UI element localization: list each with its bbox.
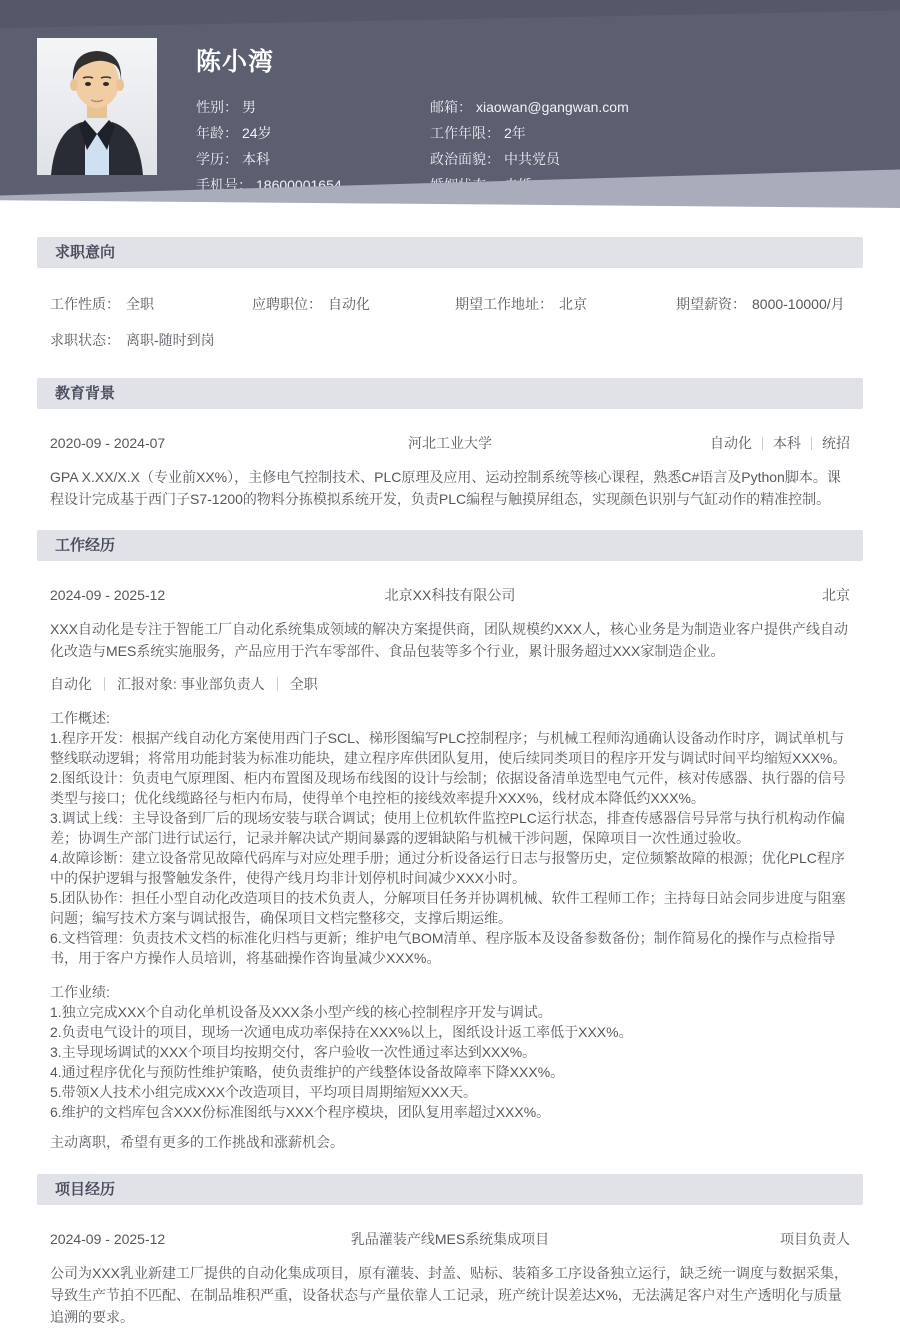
info-age: 年龄： 24岁 xyxy=(196,125,272,141)
education-meta-row xyxy=(50,433,850,453)
section-title: 教育背景 xyxy=(55,385,116,402)
section-work-experience xyxy=(0,530,900,1152)
section-title: 求职意向 xyxy=(55,244,116,261)
project-role: 项目负责人 xyxy=(780,1231,850,1247)
overview-item: 4.故障诊断：建立设备常见故障代码库与对应处理手册；通过分析设备运行日志与报警历史，定位频繁故障的根源；优化PLC程序中的保护逻辑与报警触发条件，使得产线月均非计划停机时间减少XXX小时。 xyxy=(50,850,845,886)
education-period: 2020-09 - 2024-07 xyxy=(50,435,166,451)
education-tags xyxy=(620,433,850,453)
achievement-item: 4.通过程序优化与预防性维护策略，使负责维护的产线整体设备故障率下降XXX%。 xyxy=(50,1064,565,1080)
section-title: 工作经历 xyxy=(55,537,116,554)
work-company: 北京XX科技有限公司 xyxy=(384,587,516,603)
info-political-status: 政治面貌： 中共党员 xyxy=(430,151,560,167)
overview-item: 1.程序开发：根据产线自动化方案使用西门子SCL、梯形图编写PLC控制程序；与机械工程师沟通确认设备动作时序，调试单机与整线联动逻辑；将常用功能封装为标准功能块，建立程序库供团队复用，使后续同类项目的程序开发与调试时间平均缩短XXX%。 xyxy=(50,730,847,766)
work-achievements-title: 工作业绩: xyxy=(50,984,110,1000)
work-position: 自动化 xyxy=(50,676,92,692)
company-intro: XXX自动化是专注于智能工厂自动化系统集成领域的解决方案提供商，团队规模约XXX人，核心业务是为制造业客户提供产线自动化改造与MES系统实施服务，产品应用于汽车零部件、食品包装等多个行业，累计服务超过XXX家制造企业。 xyxy=(50,621,849,659)
education-content xyxy=(0,433,900,510)
work-period: 2024-09 - 2025-12 xyxy=(50,587,166,603)
separator xyxy=(104,677,105,691)
work-meta-row xyxy=(50,585,850,605)
overview-item: 6.文档管理：负责技术文档的标准化归档与更新；维护电气BOM清单、程序版本及设备参数备份；制作简易化的操作与点检指导书，用于客户方操作人员培训，将基础操作咨询量减少XXX%。 xyxy=(50,930,836,966)
info-degree: 学历： 本科 xyxy=(196,151,270,167)
project-name: 乳品灌装产线MES系统集成项目 xyxy=(350,1231,550,1247)
section-header-project-experience xyxy=(37,1174,863,1205)
info-phone: 手机号： 18600001654 xyxy=(196,177,342,193)
work-overview-list xyxy=(50,728,850,968)
section-header-education xyxy=(37,378,863,409)
job-intent-content xyxy=(0,294,900,350)
field-job-status: 求职状态： 离职-随时到岗 xyxy=(50,332,215,348)
project-description: 公司为XXX乳业新建工厂提供的自动化集成项目，原有灌装、封盖、贴标、装箱多工序设备独立运行，缺乏统一调度与数据采集，导致生产节拍不匹配、在制品堆积严重，设备状态与产量依靠人工记录，班产统计误差达X%，无法满足客户对生产透明化与质量追溯的要求。 xyxy=(50,1265,849,1325)
section-project-experience xyxy=(0,1174,900,1328)
project-period: 2024-09 - 2025-12 xyxy=(50,1231,166,1247)
education-school: 河北工业大学 xyxy=(408,435,492,451)
work-content xyxy=(0,585,900,1152)
header-content xyxy=(196,42,629,198)
separator xyxy=(277,677,278,691)
resume-header xyxy=(0,0,900,208)
section-title: 项目经历 xyxy=(55,1181,116,1198)
section-header-work-experience xyxy=(37,530,863,561)
achievement-item: 5.带领X人技术小组完成XXX个改造项目，平均项目周期缩短XXX天。 xyxy=(50,1084,478,1100)
profile-photo-image xyxy=(37,38,157,175)
separator xyxy=(811,437,812,450)
field-job-nature: 工作性质： 全职 xyxy=(50,296,154,312)
achievement-item: 2.负责电气设计的项目，现场一次通电成功率保持在XXX%以上，图纸设计返工率低于XXX%。 xyxy=(50,1024,633,1040)
leave-reason: 主动离职，希望有更多的工作挑战和涨薪机会。 xyxy=(50,1134,344,1150)
project-meta-row xyxy=(50,1229,850,1249)
section-job-intent xyxy=(0,237,900,350)
education-degree: 本科 xyxy=(773,435,801,451)
header-info-column-left xyxy=(196,94,430,198)
work-achievements-list xyxy=(50,1002,850,1122)
achievement-item: 1.独立完成XXX个自动化单机设备及XXX条小型产线的核心控制程序开发与调试。 xyxy=(50,1004,552,1020)
field-target-location: 期望工作地址： 北京 xyxy=(455,296,587,312)
field-target-position: 应聘职位： 自动化 xyxy=(252,296,370,312)
profile-photo xyxy=(37,38,157,175)
work-overview-title: 工作概述: xyxy=(50,710,110,726)
education-major: 自动化 xyxy=(710,435,752,451)
info-experience-years: 工作年限： 2年 xyxy=(430,125,526,141)
separator xyxy=(762,437,763,450)
overview-item: 3.调试上线：主导设备到厂后的现场安装与联合调试；使用上位机软件监控PLC运行状态，排查传感器信号异常与执行机构动作偏差；协调生产部门进行试运行，记录并解决试产期间暴露的逻辑缺陷与机械干涉问题，保障项目一次性通过验收。 xyxy=(50,810,845,846)
candidate-name: 陈小湾 xyxy=(196,48,275,76)
work-job-type: 全职 xyxy=(289,676,318,692)
education-description: GPA X.XX/X.X（专业前XX%），主修电气控制技术、PLC原理及应用、运动控制系统等核心课程，熟悉C#语言及Python脚本。课程设计完成基于西门子S7-1200的物料分拣模拟系统开发，负责PLC编程与触摸屏组态，实现颜色识别与气缸动作的精准控制。 xyxy=(50,469,841,507)
project-content xyxy=(0,1229,900,1328)
work-report-to: 汇报对象: 事业部负责人 xyxy=(117,676,265,692)
section-education xyxy=(0,378,900,510)
achievement-item: 6.维护的文档库包含XXX份标准图纸与XXX个程序模块，团队复用率超过XXX%。 xyxy=(50,1104,551,1120)
section-header-job-intent xyxy=(37,237,863,268)
achievement-item: 3.主导现场调试的XXX个项目均按期交付，客户验收一次性通过率达到XXX%。 xyxy=(50,1044,537,1060)
overview-item: 5.团队协作：担任小型自动化改造项目的技术负责人，分解项目任务并协调机械、软件工程师工作；主持每日站会同步进度与阻塞问题；编写技术方案与调试报告，确保项目文档完整移交，支撑后期运维。 xyxy=(50,890,846,926)
resume-body xyxy=(0,237,900,1328)
info-gender: 性别： 男 xyxy=(196,99,256,115)
work-tags xyxy=(50,674,850,694)
work-location: 北京 xyxy=(822,587,850,603)
education-enrollment: 统招 xyxy=(822,435,850,451)
job-intent-fields xyxy=(50,294,850,350)
field-expected-salary: 期望薪资： 8000-10000/月 xyxy=(676,296,845,312)
overview-item: 2.图纸设计：负责电气原理图、柜内布置图及现场布线图的设计与绘制；依据设备清单选型电气元件，核对传感器、执行器的信号类型与接口；优化线缆路径与柜内布局，使得单个电控柜的接线效率提升XXX%，线材成本降低约XXX%。 xyxy=(50,770,846,806)
info-email: 邮箱： xiaowan@gangwan.com xyxy=(430,99,629,115)
